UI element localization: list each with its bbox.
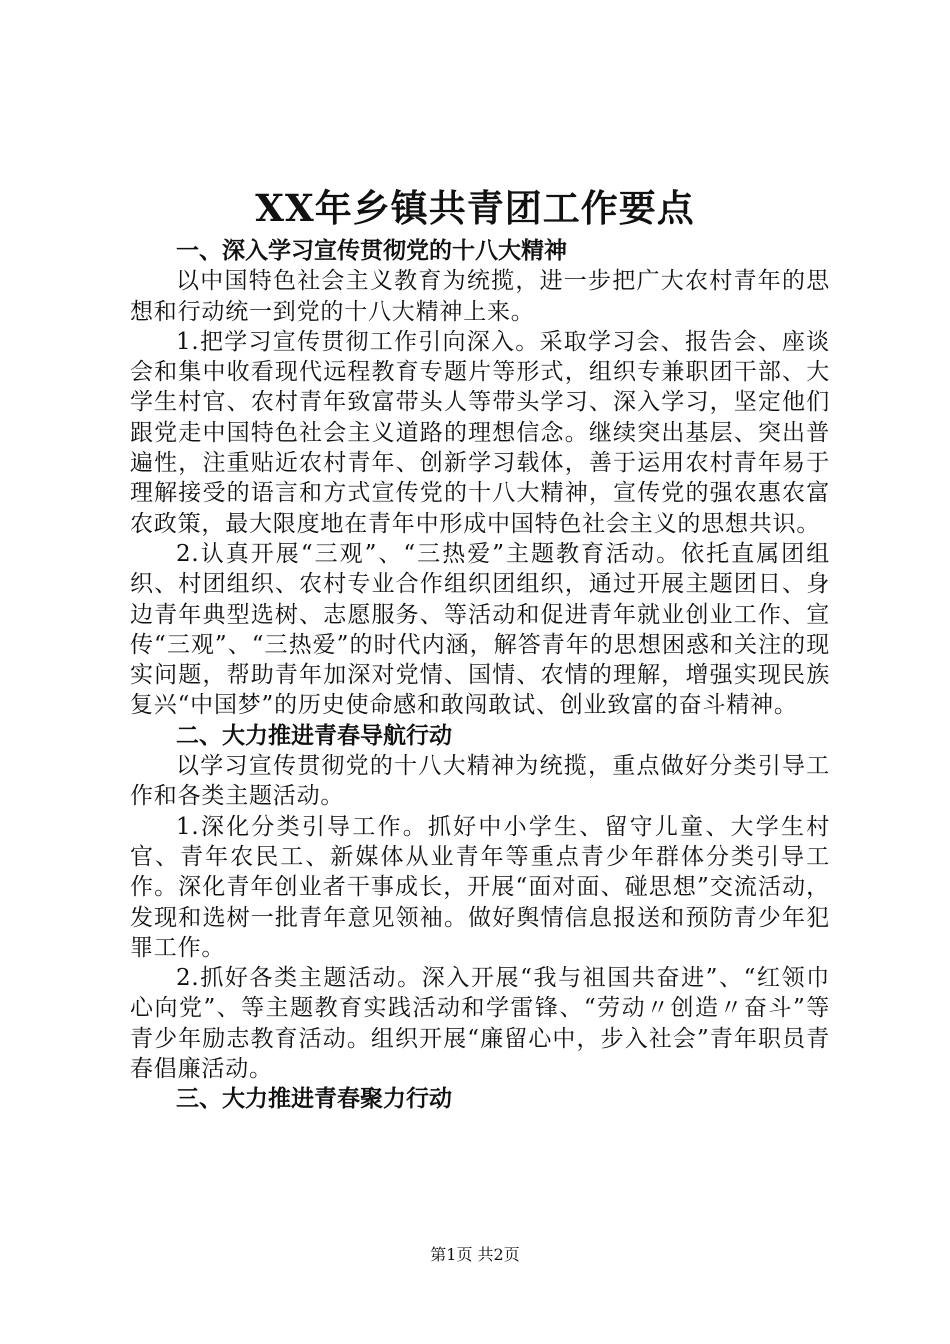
paragraph-2-2: 2.抓好各类主题活动。深入开展“我与祖国共奋进”、“红领巾心向党”、等主题教育实践活动和学雷锋、“劳动〃创造〃奋斗”等青少年励志教育活动。组织开展“廉留心中，步入社会”青年职员青春倡廉活动。 — [130, 965, 830, 1083]
section-heading-2: 二、大力推进青春导航行动 — [176, 722, 452, 749]
section-heading-1: 一、深入学习宣传贯彻党的十八大精神 — [176, 238, 567, 264]
paragraph-2-1: 1.深化分类引导工作。抓好中小学生、留守儿童、大学生村官、青年农民工、新媒体从业青年等重点青少年群体分类引导工作。深化青年创业者干事成长，开展“面对面、碰思想”交流活动，发现和选树一批青年意见领袖。做好舆情信息报送和预防青少年犯罪工作。 — [130, 813, 830, 961]
document-title: XX年乡镇共青团工作要点 — [255, 186, 695, 230]
document-body — [130, 236, 830, 1115]
paragraph-intro-1: 以中国特色社会主义教育为统揽，进一步把广大农村青年的思想和行动统一到党的十八大精神上来。 — [130, 268, 830, 325]
paragraph-intro-2: 以学习宣传贯彻党的十八大精神为统揽，重点做好分类引导工作和各类主题活动。 — [130, 753, 830, 810]
section-heading-3: 三、大力推进青春聚力行动 — [176, 1086, 452, 1113]
page-number-footer: 第1页 共2页 — [430, 1245, 520, 1264]
paragraph-1-1: 1.把学习宣传贯彻工作引向深入。采取学习会、报告会、座谈会和集中收看现代远程教育专题片等形式，组织专兼职团干部、大学生村官、农村青年致富带头人等带头学习、深入学习，坚定他们跟党走中国特色社会主义道路的理想信念。继续突出基层、突出普遍性，注重贴近农村青年、创新学习载体，善于运用农村青年易于理解接受的语言和方式宣传党的十八大精神，宣传党的强农惠农富农政策，最大限度地在青年中形成中国特色社会主义的思想共识。 — [130, 328, 830, 537]
paragraph-1-2: 2.认真开展“三观”、“三热爱”主题教育活动。依托直属团组织、村团组织、农村专业合作组织团组织，通过开展主题团日、身边青年典型选树、志愿服务、等活动和促进青年就业创业工作、宣传“三观”、“三热爱”的时代内涵，解答青年的思想困惑和关注的现实问题，帮助青年加深对党情、国情、农情的理解，增强实现民族复兴“中国梦”的历史使命感和敢闯敢试、创业致富的奋斗精神。 — [130, 540, 830, 719]
